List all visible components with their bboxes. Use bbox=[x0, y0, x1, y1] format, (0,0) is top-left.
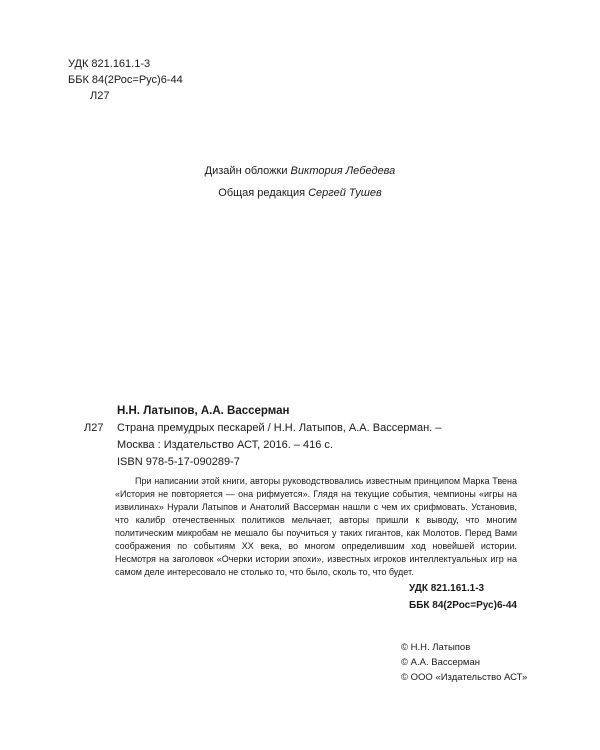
cover-design-name: Виктория Лебедева bbox=[290, 165, 396, 177]
editor-name: Сергей Тушев bbox=[308, 187, 382, 199]
annotation-text: При написании этой книги, авторы руководствовались известным принципом Марка Твена «История не повторяется — она рифмуется». Глядя на текущие события, чемпионы «игры на извилинах» Нурали Латыпов и Анатолий Вассерман нашли с чем их срифмовать. Установив, что калибр отечественных политиков мельчает, авторы пришли к выводу, что многим политическим микробам не мешало бы поучиться у таких гигантов, как Молотов. Перед Вами соображения по событиям XX века, во многом определившим ход новейшей истории. Несмотря на заголовок «Очерки истории эпохи», известных игроков интеллектуальных игр на самом деле интересовало не столько то, что было, сколь то, что будет. bbox=[115, 476, 517, 577]
credits-block bbox=[0, 160, 600, 204]
title-line: Страна премудрых пескарей / Н.Н. Латыпов, А.А. Вассерман. – bbox=[117, 422, 442, 434]
header-classification bbox=[68, 56, 183, 104]
cover-design-label: Дизайн обложки bbox=[204, 165, 288, 177]
udk-code: УДК 821.161.1-3 bbox=[68, 58, 151, 70]
copyright-line: © Н.Н. Латыпов bbox=[401, 642, 471, 653]
copyright-line: © ООО «Издательство АСТ» bbox=[401, 672, 528, 683]
footer-udk-code: УДК 821.161.1-3 bbox=[409, 583, 485, 594]
bib-author-mark: Л27 bbox=[84, 422, 104, 434]
editor-credit bbox=[0, 182, 600, 204]
publisher-line: Москва : Издательство АСТ, 2016. – 416 с. bbox=[117, 439, 333, 451]
authors-heading: Н.Н. Латыпов, А.А. Вассерман bbox=[117, 405, 290, 417]
bibliographic-record bbox=[117, 420, 441, 471]
copyright-line: © А.А. Вассерман bbox=[401, 657, 480, 668]
copyright-block bbox=[401, 640, 527, 685]
editor-label: Общая редакция bbox=[218, 187, 306, 199]
footer-bbk-code: ББК 84(2Рос=Рус)6-44 bbox=[409, 600, 517, 611]
author-mark: Л27 bbox=[90, 90, 110, 102]
isbn-line: ISBN 978-5-17-090289-7 bbox=[117, 456, 240, 468]
cover-design-credit bbox=[0, 160, 600, 182]
footer-classification bbox=[409, 580, 517, 614]
bbk-code: ББК 84(2Рос=Рус)6-44 bbox=[68, 74, 183, 86]
